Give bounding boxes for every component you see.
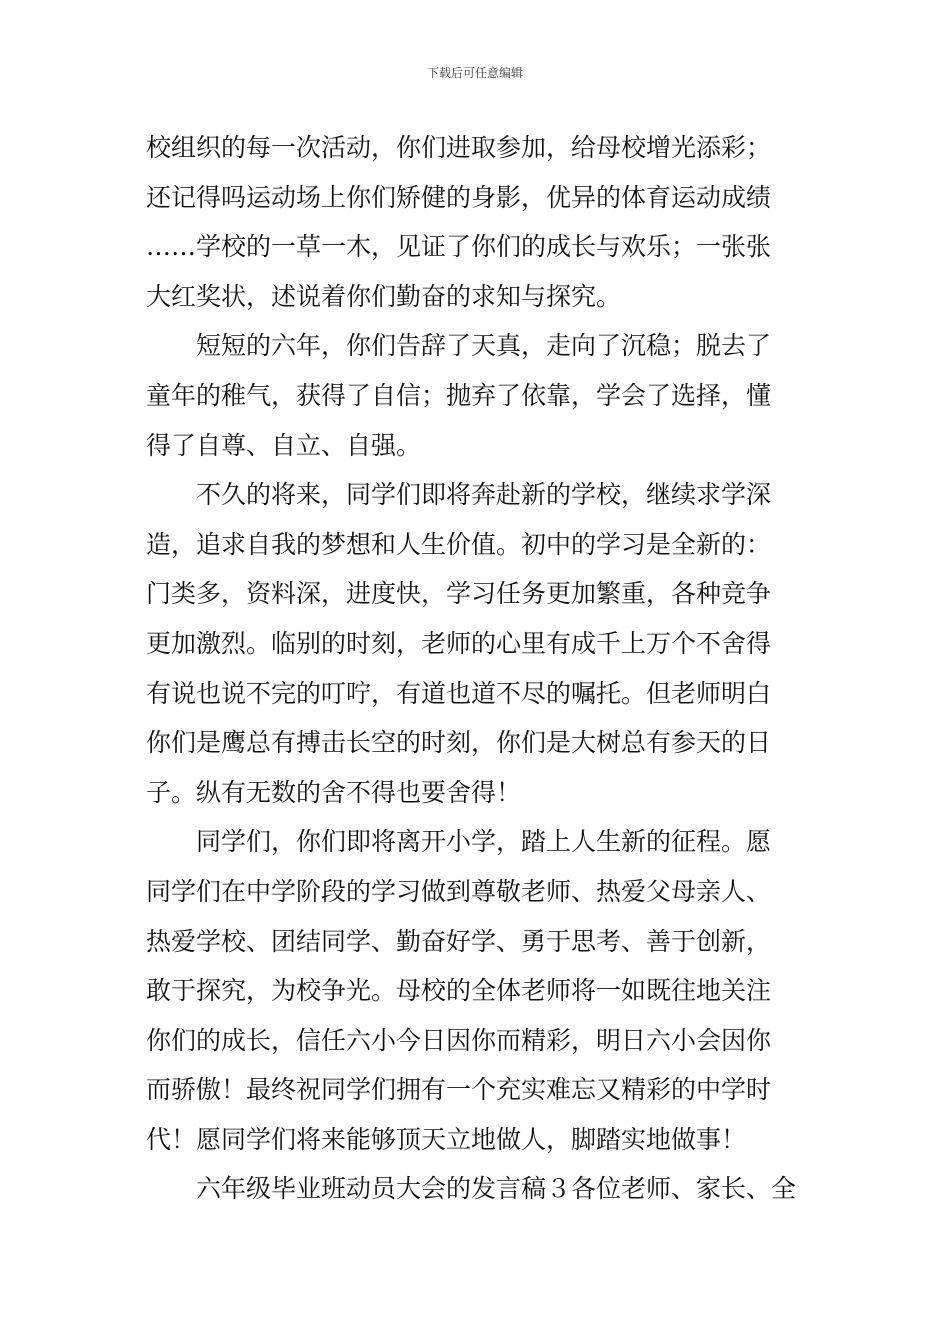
text-line: 热爱学校、团结同学、勤奋好学、勇于思考、善于创新， [146, 926, 772, 956]
text-line: 敢于探究，为校争光。母校的全体老师将一如既往地关注 [146, 976, 772, 1006]
text-line: 同学们，你们即将离开小学，踏上人生新的征程。愿 [196, 827, 772, 857]
text-line: 短短的六年，你们告辞了天真，走向了沉稳；脱去了 [196, 331, 772, 361]
text-line: 童年的稚气，获得了自信；抛弃了依靠，学会了选择，懂 [146, 380, 772, 410]
text-line: 有说也说不完的叮咛，有道也道不尽的嘱托。但老师明白 [146, 678, 772, 708]
text-line: ……学校的一草一木，见证了你们的成长与欢乐；一张张 [146, 232, 772, 262]
text-line: 同学们在中学阶段的学习做到尊敬老师、热爱父母亲人、 [146, 876, 772, 906]
text-line: 还记得吗运动场上你们矫健的身影，优异的体育运动成绩 [146, 182, 772, 212]
text-line: 代！愿同学们将来能够顶天立地做人，脚踏实地做事！ [146, 1124, 747, 1154]
text-line: 你们是鹰总有搏击长空的时刻，你们是大树总有参天的日 [146, 728, 772, 758]
text-line: 大红奖状，述说着你们勤奋的求知与探究。 [146, 281, 622, 311]
text-line: 更加激烈。临别的时刻，老师的心里有成千上万个不舍得 [146, 628, 772, 658]
text-line: 子。纵有无数的舍不得也要舍得！ [146, 777, 522, 807]
text-line: 六年级毕业班动员大会的发言稿３各位老师、家长、全 [196, 1174, 797, 1204]
text-line: 而骄傲！最终祝同学们拥有一个充实难忘又精彩的中学时 [146, 1075, 772, 1105]
text-line: 你们的成长，信任六小今日因你而精彩，明日六小会因你 [146, 1025, 772, 1055]
text-line: 造，追求自我的梦想和人生价值。初中的学习是全新的： [146, 529, 772, 559]
page-header: 下载后可任意编辑 [426, 66, 523, 80]
text-line: 得了自尊、自立、自强。 [146, 430, 422, 460]
text-line: 不久的将来，同学们即将奔赴新的学校，继续求学深 [196, 480, 772, 510]
text-line: 校组织的每一次活动，你们进取参加，给母校增光添彩； [146, 133, 772, 162]
text-line: 门类多，资料深，进度快，学习任务更加繁重，各种竞争 [146, 579, 772, 609]
document-body [146, 123, 810, 1214]
